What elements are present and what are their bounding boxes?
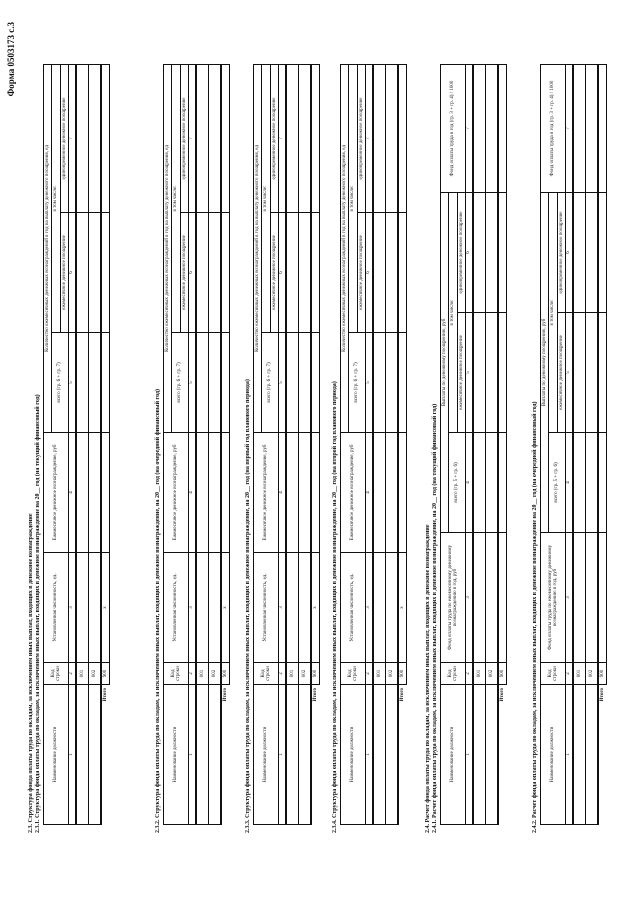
header-code: Код строки xyxy=(44,663,69,685)
header-base: Ежемесячное денежное вознаграждение, руб xyxy=(254,433,279,553)
section-2-3-title: 2.3. Структура фонда оплаты труда по окладам, за исключением иных выплат, входящих в денежное вознаграждение xyxy=(28,513,34,833)
input-cell[interactable] xyxy=(221,433,230,553)
row-code: 001 xyxy=(286,663,299,685)
input-cell[interactable] xyxy=(76,333,89,433)
input-cell[interactable] xyxy=(385,685,398,825)
form-code: Форма 0503173 с.3 xyxy=(6,22,16,97)
header-pay: Выплаты по денежному поощрению, руб xyxy=(541,193,549,533)
input-cell[interactable] xyxy=(485,193,498,313)
input-cell[interactable] xyxy=(196,64,209,212)
col-num: 1 xyxy=(465,685,473,825)
row-code: 002 xyxy=(385,663,398,685)
col-num: 3 xyxy=(465,533,473,663)
input-cell[interactable] xyxy=(298,685,311,825)
total-label: Итого xyxy=(498,685,507,825)
input-cell[interactable] xyxy=(585,193,598,313)
input-cell[interactable] xyxy=(498,433,507,533)
input-cell[interactable] xyxy=(573,685,586,825)
input-cell[interactable] xyxy=(485,685,498,825)
table-row xyxy=(196,64,209,824)
header-staff: Установленная численность, ед. xyxy=(341,553,366,663)
input-cell[interactable] xyxy=(373,213,386,333)
col-num: 6 xyxy=(365,213,373,333)
col-num: 5 xyxy=(365,333,373,433)
section-2-3-4-title: 2.3.4. Структура фонда оплаты труда по окладам, за исключением иных выплат, входящих в денежное вознаграждение, на 20__ год (на второй год планового периода) xyxy=(332,381,338,833)
input-cell[interactable] xyxy=(473,533,486,663)
header-base: Ежемесячное денежное вознаграждение, руб xyxy=(44,433,69,553)
input-cell[interactable] xyxy=(585,685,598,825)
input-cell[interactable] xyxy=(385,553,398,663)
header-code: Код строки xyxy=(441,663,466,685)
col-num: 7 xyxy=(188,64,196,212)
header-name: Наименование должности xyxy=(44,685,69,825)
input-cell[interactable] xyxy=(101,213,110,333)
total-code: 900 xyxy=(311,663,320,685)
col-num: 2 xyxy=(278,663,286,685)
header-total: всего (гр. 5 + гр. 6) xyxy=(549,433,566,533)
header-code: Код строки xyxy=(541,663,566,685)
header-monthly: ежемесячное денежное поощрение xyxy=(60,213,68,333)
header-name: Наименование должности xyxy=(441,685,466,825)
col-num: 2 xyxy=(365,663,373,685)
row-code: 002 xyxy=(585,663,598,685)
col-num: 6 xyxy=(565,193,573,313)
header-code: Код строки xyxy=(341,663,366,685)
input-cell[interactable] xyxy=(585,433,598,533)
header-qty: Количество ежемесячных денежных вознаграждений в год на выплату денежного поощрения, ед xyxy=(44,64,52,432)
input-cell[interactable] xyxy=(208,433,221,553)
input-cell[interactable] xyxy=(485,533,498,663)
col-num: 4 xyxy=(365,433,373,553)
row-code: 002 xyxy=(298,663,311,685)
header-fund: Фонд оплаты труда по ежемесячному денежному вознаграждению в год, руб xyxy=(541,533,566,663)
table-row xyxy=(385,64,398,824)
header-special: единовременное денежное поощрение xyxy=(60,64,68,212)
total-x: х xyxy=(221,553,230,663)
table-row xyxy=(208,64,221,824)
header-staff: Установленная численность, ед. xyxy=(254,553,279,663)
input-cell[interactable] xyxy=(585,65,598,193)
total-label: Итого xyxy=(101,685,110,825)
col-num: 6 xyxy=(465,193,473,313)
total-code: 900 xyxy=(101,663,110,685)
input-cell[interactable] xyxy=(76,64,89,212)
input-cell[interactable] xyxy=(585,313,598,433)
header-name: Наименование должности xyxy=(341,685,366,825)
input-cell[interactable] xyxy=(573,533,586,663)
input-cell[interactable] xyxy=(311,333,320,433)
input-cell[interactable] xyxy=(385,64,398,212)
input-cell[interactable] xyxy=(585,533,598,663)
header-incl: в том числе: xyxy=(549,193,557,433)
input-cell[interactable] xyxy=(311,213,320,333)
input-cell[interactable] xyxy=(573,65,586,193)
header-fund: Фонд оплаты труда по ежемесячному денежному вознаграждению в год, руб xyxy=(441,533,466,663)
input-cell[interactable] xyxy=(573,313,586,433)
input-cell[interactable] xyxy=(196,433,209,553)
input-cell[interactable] xyxy=(573,193,586,313)
col-num: 6 xyxy=(278,213,286,333)
input-cell[interactable] xyxy=(208,685,221,825)
input-cell[interactable] xyxy=(398,333,407,433)
col-num: 1 xyxy=(365,685,373,825)
table-row xyxy=(76,64,89,824)
row-code: 002 xyxy=(88,663,101,685)
header-code: Код строки xyxy=(254,663,279,685)
input-cell[interactable] xyxy=(88,213,101,333)
input-cell[interactable] xyxy=(598,193,607,313)
total-row xyxy=(101,64,110,824)
section-2-3-3-title: 2.3.3. Структура фонда оплаты труда по окладам, за исключением иных выплат, входящих в денежное вознаграждение, на 20__ год (на первый год планового периода) xyxy=(245,379,251,833)
col-num: 4 xyxy=(465,433,473,533)
header-qty: Количество ежемесячных денежных вознаграждений в год на выплату денежного поощрения, ед xyxy=(254,64,262,432)
input-cell[interactable] xyxy=(473,433,486,533)
input-cell[interactable] xyxy=(598,433,607,533)
section-2-4-1-title: 2.4.1. Расчет фонда оплаты труда по окладам, за исключением иных выплат, входящих в денежное вознаграждение, на 20__ год (на текущий финансовый год) xyxy=(432,403,438,833)
table-row xyxy=(88,64,101,824)
table-row xyxy=(298,64,311,824)
col-num: 4 xyxy=(565,433,573,533)
row-code: 001 xyxy=(573,663,586,685)
section-2-3-2-title: 2.3.2. Структура фонда оплаты труда по окладам, за исключением иных выплат, входящих в денежное вознаграждение, на 20__ год (на очередной финансовый год) xyxy=(155,389,161,833)
input-cell[interactable] xyxy=(498,533,507,663)
input-cell[interactable] xyxy=(598,313,607,433)
col-num: 4 xyxy=(278,433,286,553)
input-cell[interactable] xyxy=(196,213,209,333)
header-name: Наименование должности xyxy=(164,685,189,825)
col-num: 2 xyxy=(188,663,196,685)
input-cell[interactable] xyxy=(76,213,89,333)
header-monthly: ежемесячное денежное поощрение xyxy=(357,213,365,333)
header-staff: Установленная численность, ед. xyxy=(164,553,189,663)
input-cell[interactable] xyxy=(598,533,607,663)
table-row xyxy=(485,65,498,825)
table-row xyxy=(573,65,586,825)
col-num: 3 xyxy=(565,533,573,663)
total-row xyxy=(598,65,607,825)
input-cell[interactable] xyxy=(286,333,299,433)
input-cell[interactable] xyxy=(485,313,498,433)
header-incl: в том числе: xyxy=(449,193,457,433)
header-incl: в том числе: xyxy=(349,64,357,332)
input-cell[interactable] xyxy=(485,433,498,533)
input-cell[interactable] xyxy=(208,553,221,663)
header-total: всего (гр. 6 + гр. 7) xyxy=(262,333,279,433)
input-cell[interactable] xyxy=(473,685,486,825)
col-num: 5 xyxy=(278,333,286,433)
input-cell[interactable] xyxy=(298,64,311,212)
row-code: 001 xyxy=(473,663,486,685)
input-cell[interactable] xyxy=(498,313,507,433)
input-cell[interactable] xyxy=(88,64,101,212)
header-incl: в том числе: xyxy=(52,64,60,332)
input-cell[interactable] xyxy=(498,65,507,193)
col-num: 7 xyxy=(68,64,76,212)
input-cell[interactable] xyxy=(88,433,101,553)
col-num: 5 xyxy=(465,313,473,433)
col-num: 2 xyxy=(465,663,473,685)
total-code: 900 xyxy=(598,663,607,685)
total-code: 900 xyxy=(398,663,407,685)
input-cell[interactable] xyxy=(76,553,89,663)
col-num: 4 xyxy=(68,433,76,553)
col-num: 6 xyxy=(188,213,196,333)
input-cell[interactable] xyxy=(88,685,101,825)
col-num: 7 xyxy=(565,65,573,193)
total-code: 900 xyxy=(221,663,230,685)
input-cell[interactable] xyxy=(385,333,398,433)
row-code: 001 xyxy=(76,663,89,685)
col-num: 3 xyxy=(365,553,373,663)
header-incl: в том числе: xyxy=(262,64,270,332)
header-total: всего (гр. 6 + гр. 7) xyxy=(52,333,69,433)
header-qty: Количество ежемесячных денежных вознаграждений в год на выплату денежного поощрения, ед xyxy=(164,64,172,432)
input-cell[interactable] xyxy=(208,333,221,433)
input-cell[interactable] xyxy=(88,333,101,433)
col-num: 1 xyxy=(188,685,196,825)
input-cell[interactable] xyxy=(196,333,209,433)
input-cell[interactable] xyxy=(598,65,607,193)
input-cell[interactable] xyxy=(286,553,299,663)
header-name: Наименование должности xyxy=(254,685,279,825)
section-2-4-title: 2.4. Расчет фонда оплаты труда по окладам, за исключением иных выплат, входящих в денежное вознаграждение xyxy=(425,524,431,833)
input-cell[interactable] xyxy=(221,333,230,433)
header-qty: Количество ежемесячных денежных вознаграждений в год на выплату денежного поощрения, ед xyxy=(341,64,349,432)
input-cell[interactable] xyxy=(298,433,311,553)
row-code: 001 xyxy=(196,663,209,685)
header-total: всего (гр. 5 + гр. 6) xyxy=(449,433,466,533)
col-num: 2 xyxy=(68,663,76,685)
input-cell[interactable] xyxy=(208,64,221,212)
input-cell[interactable] xyxy=(298,333,311,433)
header-special: единовременное денежное поощрение xyxy=(357,64,365,212)
header-monthly: ежемесячное денежное поощрение xyxy=(270,213,278,333)
input-cell[interactable] xyxy=(286,213,299,333)
input-cell[interactable] xyxy=(298,553,311,663)
input-cell[interactable] xyxy=(373,433,386,553)
input-cell[interactable] xyxy=(298,213,311,333)
input-cell[interactable] xyxy=(221,64,230,212)
input-cell[interactable] xyxy=(76,433,89,553)
total-row xyxy=(498,65,507,825)
input-cell[interactable] xyxy=(498,193,507,313)
input-cell[interactable] xyxy=(398,433,407,553)
input-cell[interactable] xyxy=(286,685,299,825)
header-special: единовременное денежное поощрение xyxy=(557,193,565,313)
header-pay: Выплаты по денежному поощрению, руб xyxy=(441,193,449,533)
input-cell[interactable] xyxy=(373,553,386,663)
total-label: Итого xyxy=(221,685,230,825)
header-monthly: ежемесячное денежное поощрение xyxy=(180,213,188,333)
header-special: единовременное денежное поощрение xyxy=(270,64,278,212)
header-name: Наименование должности xyxy=(541,685,566,825)
total-label: Итого xyxy=(398,685,407,825)
header-special: единовременное денежное поощрение xyxy=(180,64,188,212)
col-num: 4 xyxy=(188,433,196,553)
input-cell[interactable] xyxy=(88,553,101,663)
total-label: Итого xyxy=(598,685,607,825)
col-num: 3 xyxy=(188,553,196,663)
col-num: 5 xyxy=(565,313,573,433)
input-cell[interactable] xyxy=(373,64,386,212)
input-cell[interactable] xyxy=(101,64,110,212)
header-base: Ежемесячное денежное вознаграждение, руб xyxy=(164,433,189,553)
header-year: Фонд оплаты труда в год (гр. 3 + гр. 4) / 1000 xyxy=(441,65,466,193)
input-cell[interactable] xyxy=(373,685,386,825)
input-cell[interactable] xyxy=(286,433,299,553)
col-num: 1 xyxy=(278,685,286,825)
input-cell[interactable] xyxy=(385,213,398,333)
total-row xyxy=(221,64,230,824)
col-num: 6 xyxy=(68,213,76,333)
total-code: 900 xyxy=(498,663,507,685)
col-num: 7 xyxy=(365,64,373,212)
section-2-4-2-title: 2.4.2. Расчет фонда оплаты труда по окладам, за исключением иных выплат, входящих в денежное вознаграждение на 20__ год (на очередной финансовый год) xyxy=(532,401,538,833)
row-code: 001 xyxy=(373,663,386,685)
total-x: х xyxy=(311,553,320,663)
input-cell[interactable] xyxy=(76,685,89,825)
header-total: всего (гр. 6 + гр. 7) xyxy=(349,333,366,433)
header-year: Фонд оплаты труда в год (гр. 3 + гр. 4) / 1000 xyxy=(541,65,566,193)
table-row xyxy=(473,65,486,825)
input-cell[interactable] xyxy=(485,65,498,193)
col-num: 7 xyxy=(278,64,286,212)
col-num: 7 xyxy=(465,65,473,193)
col-num: 1 xyxy=(565,685,573,825)
table-row xyxy=(373,64,386,824)
input-cell[interactable] xyxy=(385,433,398,553)
header-code: Код строки xyxy=(164,663,189,685)
total-row xyxy=(311,64,320,824)
header-staff: Установленная численность, ед. xyxy=(44,553,69,663)
input-cell[interactable] xyxy=(473,65,486,193)
input-cell[interactable] xyxy=(473,193,486,313)
input-cell[interactable] xyxy=(398,213,407,333)
col-num: 3 xyxy=(278,553,286,663)
input-cell[interactable] xyxy=(398,64,407,212)
header-total: всего (гр. 6 + гр. 7) xyxy=(172,333,189,433)
col-num: 2 xyxy=(565,663,573,685)
table-row xyxy=(286,64,299,824)
input-cell[interactable] xyxy=(196,553,209,663)
input-cell[interactable] xyxy=(101,333,110,433)
col-num: 5 xyxy=(68,333,76,433)
section-2-3-1-title: 2.3.1. Структура фонда оплаты труда по окладам, за исключением иных выплат, входящих в денежное вознаграждение на 20__ год (на текущий финансовый год) xyxy=(35,394,41,833)
input-cell[interactable] xyxy=(196,685,209,825)
input-cell[interactable] xyxy=(101,433,110,553)
input-cell[interactable] xyxy=(373,333,386,433)
row-code: 002 xyxy=(208,663,221,685)
input-cell[interactable] xyxy=(221,213,230,333)
header-monthly: ежемесячное денежное поощрение xyxy=(557,313,565,433)
header-special: единовременное денежное поощрение xyxy=(457,193,465,313)
col-num: 1 xyxy=(68,685,76,825)
total-x: х xyxy=(398,553,407,663)
input-cell[interactable] xyxy=(208,213,221,333)
input-cell[interactable] xyxy=(473,313,486,433)
input-cell[interactable] xyxy=(286,64,299,212)
table-row xyxy=(585,65,598,825)
col-num: 5 xyxy=(188,333,196,433)
total-row xyxy=(398,64,407,824)
header-incl: в том числе: xyxy=(172,64,180,332)
total-x: х xyxy=(101,553,110,663)
input-cell[interactable] xyxy=(311,64,320,212)
total-label: Итого xyxy=(311,685,320,825)
row-code: 002 xyxy=(485,663,498,685)
header-monthly: ежемесячное денежное поощрение xyxy=(457,313,465,433)
col-num: 3 xyxy=(68,553,76,663)
input-cell[interactable] xyxy=(311,433,320,553)
input-cell[interactable] xyxy=(573,433,586,533)
header-base: Ежемесячное денежное вознаграждение, руб xyxy=(341,433,366,553)
